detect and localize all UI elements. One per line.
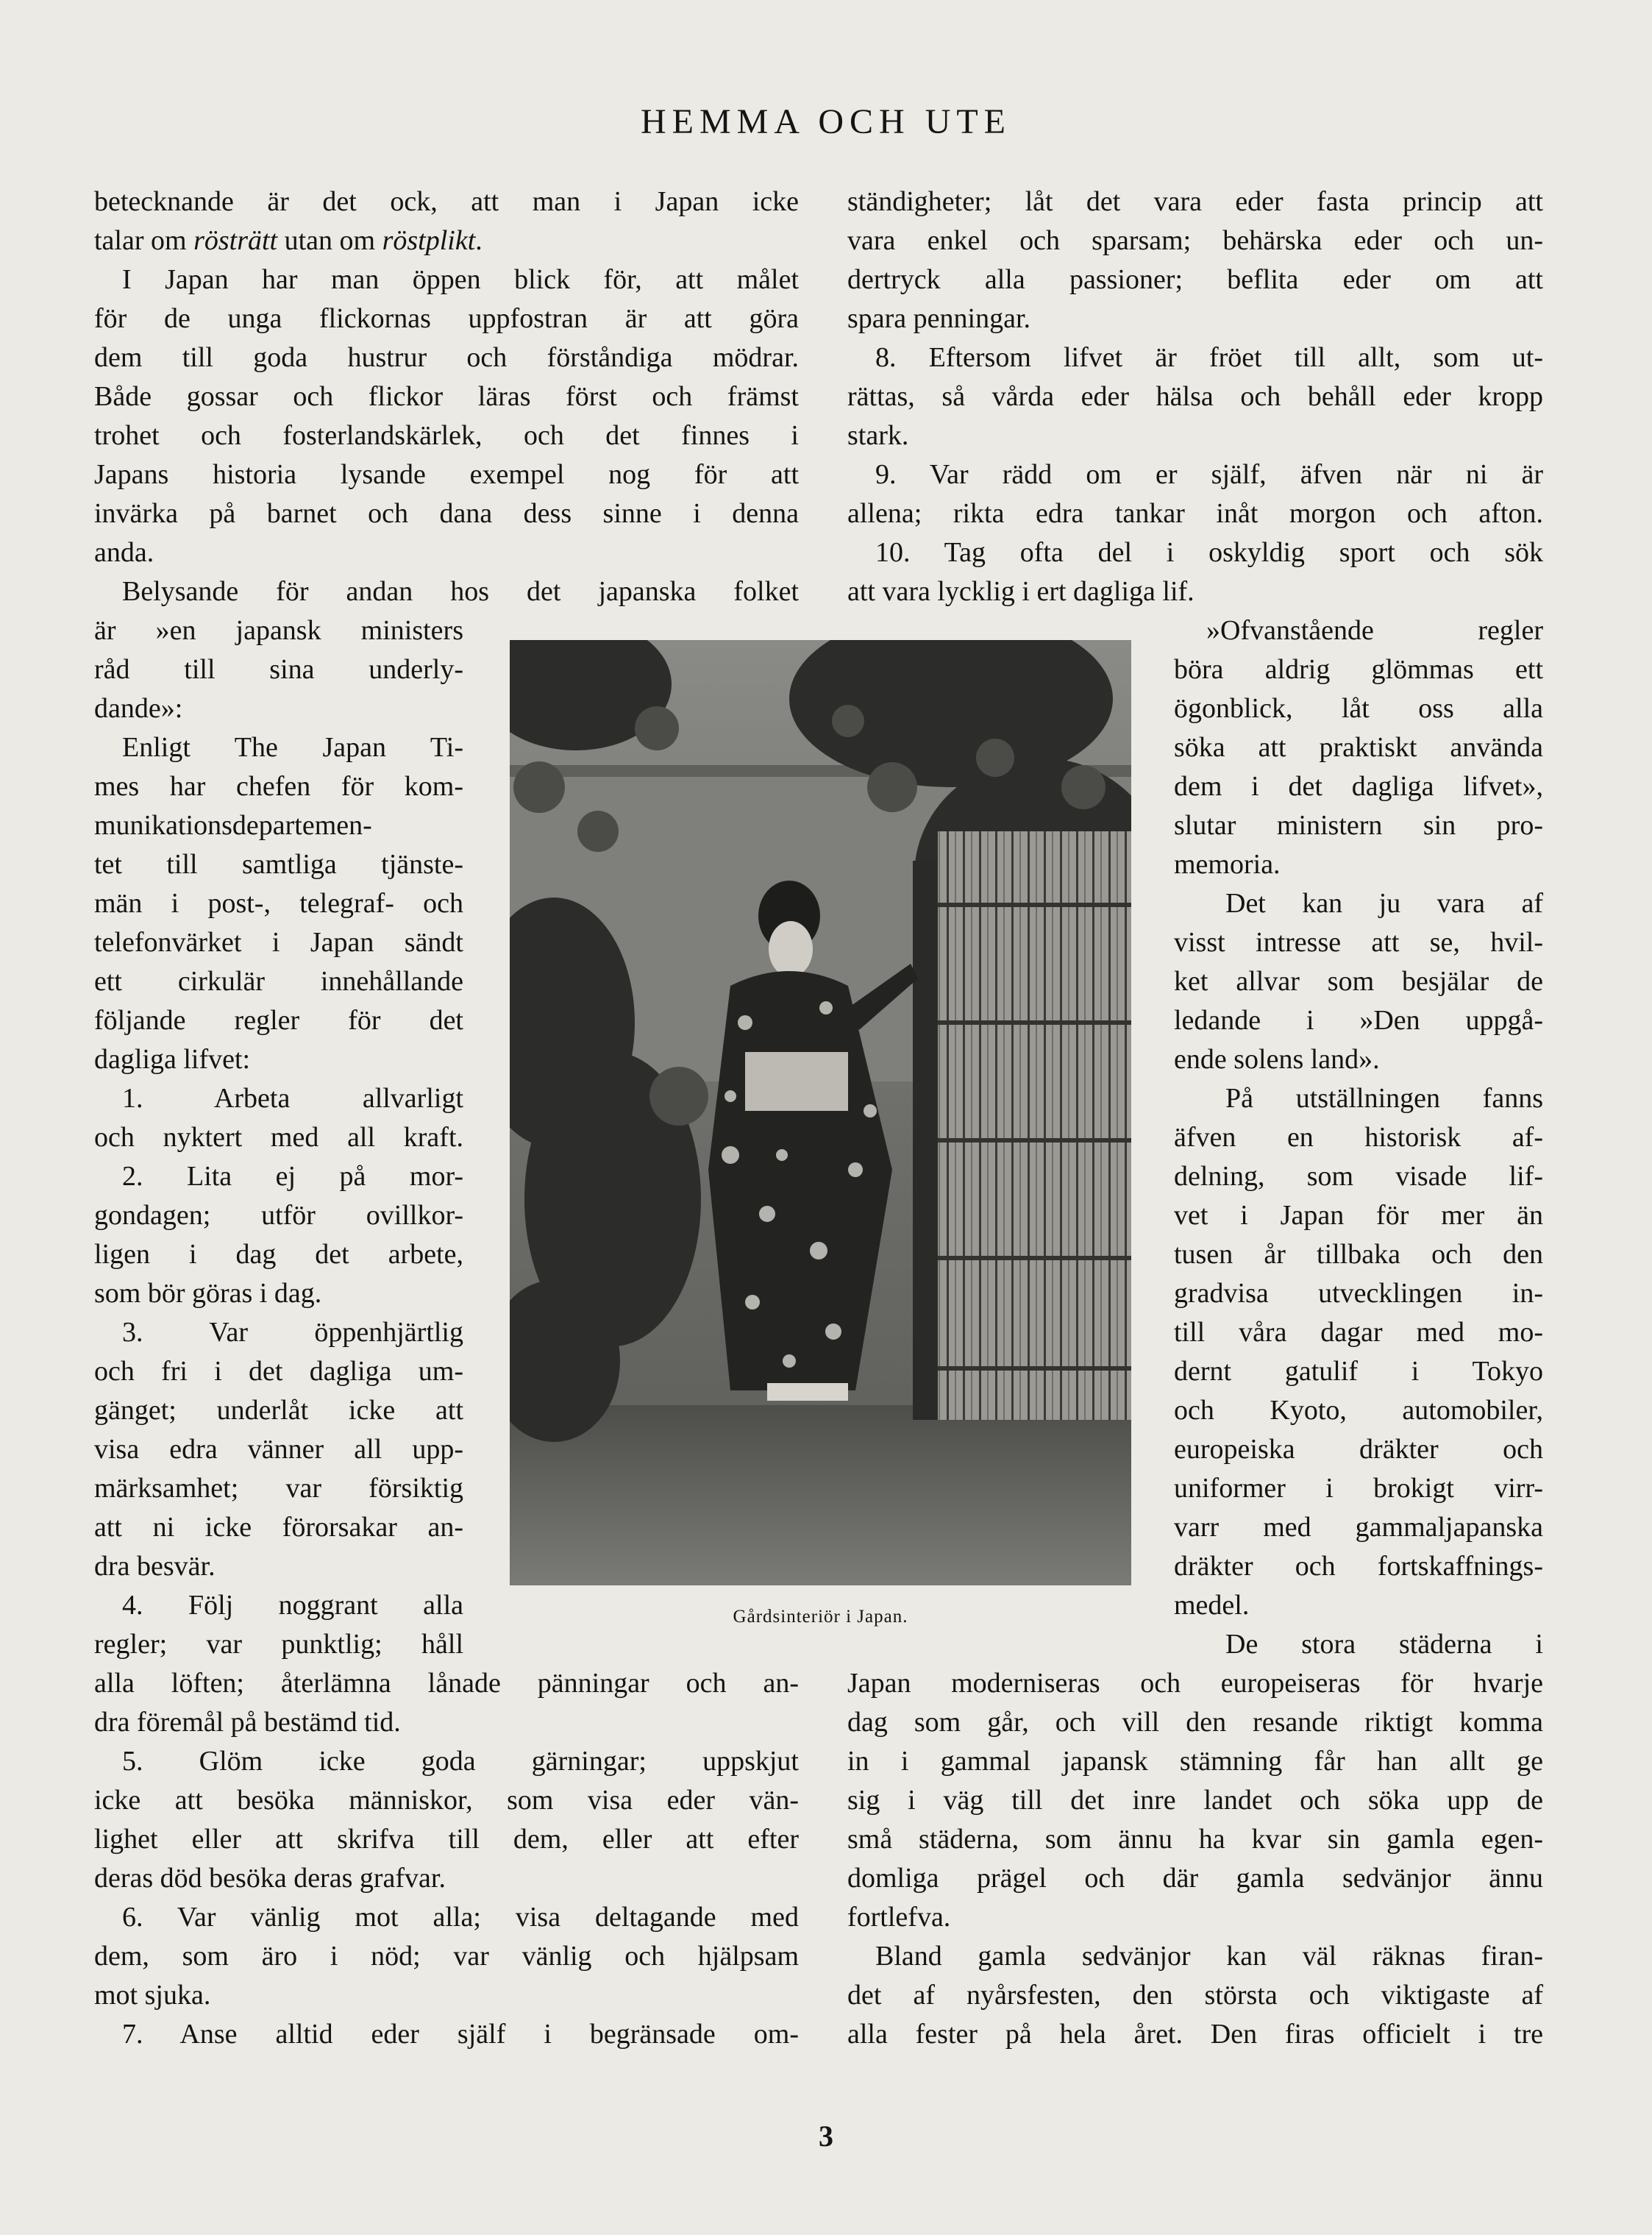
text-line: ledande i »Den uppgå- [1174,1005,1543,1036]
text-line: dag som går, och vill den resande riktigt komma [847,1707,1543,1738]
text-line: dräkter och fortskaffnings- [1174,1551,1543,1582]
text-line: 5. Glöm icke goda gärningar; uppskjut [122,1746,799,1777]
text-line: och nyktert med all kraft. [94,1122,463,1153]
text-line: gänget; underlåt icke att [94,1395,463,1426]
text-line: domliga prägel och där gamla sedvänjor ännu [847,1863,1543,1894]
text-line [94,227,799,255]
text-line: memoria. [1174,849,1281,880]
text-line: 3. Var öppenhjärtlig [122,1317,463,1348]
text-line: dem, som äro i nöd; var vänlig och hjälpsam [94,1941,799,1972]
text-line: 9. Var rädd om er själf, äfven när ni är [875,459,1543,490]
text-line: rättas, så vårda eder hälsa och behåll eder kropp [847,381,1543,412]
text-line: Japan moderniseras och europeiseras för hvarje [847,1668,1543,1699]
text-line: män i post-, telegraf- och [94,888,463,919]
text-line: för de unga flickornas uppfostran är att göra [94,303,799,334]
emphasis-rostratt: rösträtt [193,225,278,256]
text-line: visa edra vänner all upp- [94,1434,463,1465]
text-line: följande regler för det [94,1005,463,1036]
text-line: delning, som visade lif- [1174,1161,1543,1192]
text-line: deras död besöka deras grafvar. [94,1863,446,1894]
text-line: I Japan har man öppen blick för, att målet [122,264,799,295]
text-line: som bör göras i dag. [94,1278,322,1309]
garden-photograph [510,640,1131,1585]
running-header: HEMMA OCH UTE [640,102,1011,141]
text-line: mes har chefen för kom- [94,771,463,802]
text-line: invärka på barnet och dana dess sinne i denna [94,498,799,529]
text-line: tusen år tillbaka och den [1174,1239,1543,1270]
text-line: att vara lycklig i ert dagliga lif. [847,576,1195,607]
text-line: äfven en historisk af- [1174,1122,1543,1153]
text-line: anda. [94,537,154,568]
text-line: att ni icke förorsakar an- [94,1512,463,1543]
text-line: dem i det dagliga lifvet», [1174,771,1543,802]
text-line: 8. Eftersom lifvet är fröet till allt, som ut- [875,342,1543,373]
text-line: vara enkel och sparsam; behärska eder och un- [847,225,1543,256]
text-line: telefonvärket i Japan sändt [94,927,463,958]
emphasis-rostplikt: röstplikt [382,225,476,256]
photo-illustration [510,640,1131,1585]
text-line: betecknande är det ock, att man i Japan icke [94,186,799,217]
text-line: ständigheter; låt det vara eder fasta princip att [847,186,1543,217]
text-line: icke att besöka människor, som visa eder vän- [94,1785,799,1816]
text-line: fortlefva. [847,1902,951,1933]
text-line: dra besvär. [94,1551,216,1582]
text-line: varr med gammaljapanska [1174,1512,1543,1543]
text-line: böra aldrig glömmas ett [1174,654,1543,685]
text-line: spara penningar. [847,303,1031,334]
text-line: vet i Japan för mer än [1174,1200,1543,1231]
text-line: tet till samtliga tjänste- [94,849,463,880]
text-line: dem till goda hustrur och förståndiga mödrar. [94,342,799,373]
text-line: dagliga lifvet: [94,1044,251,1075]
text-line: alla löften; återlämna lånade pänningar och an- [94,1668,799,1699]
text-line: lighet eller att skrifva till dem, eller att efter [94,1824,799,1855]
text-line: ögonblick, låt oss alla [1174,693,1543,724]
text-line: är »en japansk ministers [94,615,463,646]
text-line: dra föremål på bestämd tid. [94,1707,401,1738]
text-line: uniformer i brokigt virr- [1174,1473,1543,1504]
text-run: . [475,225,483,256]
text-line: gondagen; utför ovillkor- [94,1200,463,1231]
text-line: ende solens land». [1174,1044,1380,1075]
text-line: alla fester på hela året. Den firas officielt i tre [847,2019,1543,2050]
text-line: ket allvar som besjälar de [1174,966,1543,997]
text-line: Enligt The Japan Ti- [122,732,463,763]
text-line: munikationsdepartemen- [94,810,372,841]
text-line: slutar ministern sin pro- [1174,810,1543,841]
text-line: trohet och fosterlandskärlek, och det finnes i [94,420,799,451]
text-line: och Kyoto, automobiler, [1174,1395,1543,1426]
text-line: ett cirkulär innehållande [94,966,463,997]
text-line: söka att praktiskt använda [1174,732,1543,763]
text-line: På utställningen fanns [1225,1083,1543,1114]
text-line: 7. Anse alltid eder själf i begränsade om- [122,2019,799,2050]
text-line: allena; rikta edra tankar inåt morgon och afton. [847,498,1543,529]
text-run: talar om [94,225,194,256]
text-line: Det kan ju vara af [1225,888,1543,919]
text-line: visst intresse att se, hvil- [1174,927,1543,958]
text-line: små städerna, som ännu ha kvar sin gamla egen- [847,1824,1543,1855]
text-line: dernt gatulif i Tokyo [1174,1356,1543,1387]
text-line: 2. Lita ej på mor- [122,1161,463,1192]
text-line: europeiska dräkter och [1174,1434,1543,1465]
text-line: medel. [1174,1590,1250,1621]
text-line: det af nyårsfesten, den största och viktigaste af [847,1980,1543,2011]
text-line: ligen i dag det arbete, [94,1239,463,1270]
text-line: regler; var punktlig; håll [94,1629,463,1660]
text-run: utan om [277,225,382,256]
text-line: stark. [847,420,909,451]
text-line: märksamhet; var försiktig [94,1473,463,1504]
text-line: gradvisa utvecklingen in- [1174,1278,1543,1309]
text-line: 6. Var vänlig mot alla; visa deltagande med [122,1902,799,1933]
text-line: och fri i det dagliga um- [94,1356,463,1387]
text-line: »Ofvanstående regler [1206,615,1543,646]
text-line: 10. Tag ofta del i oskyldig sport och sök [875,537,1543,568]
text-line: Bland gamla sedvänjor kan väl räknas firan- [875,1941,1543,1972]
text-line: Japans historia lysande exempel nog för att [94,459,799,490]
page-number: 3 [819,2119,833,2153]
text-line: De stora städerna i [1225,1629,1543,1660]
text-line: sig i väg till det inre landet och söka upp de [847,1785,1543,1816]
text-line: råd till sina underly- [94,654,463,685]
text-line: till våra dagar med mo- [1174,1317,1543,1348]
text-line: Både gossar och flickor läras först och främst [94,381,799,412]
text-line: Belysande för andan hos det japanska folket [122,576,799,607]
photo-caption: Gårdsinteriör i Japan. [733,1607,908,1627]
text-line: in i gammal japansk stämning får han allt ge [847,1746,1543,1777]
text-line: 4. Följ noggrant alla [122,1590,463,1621]
text-line: 1. Arbeta allvarligt [122,1083,463,1114]
text-line: dande»: [94,693,183,724]
text-line: mot sjuka. [94,1980,211,2011]
text-line: dertryck alla passioner; beflita eder om att [847,264,1543,295]
